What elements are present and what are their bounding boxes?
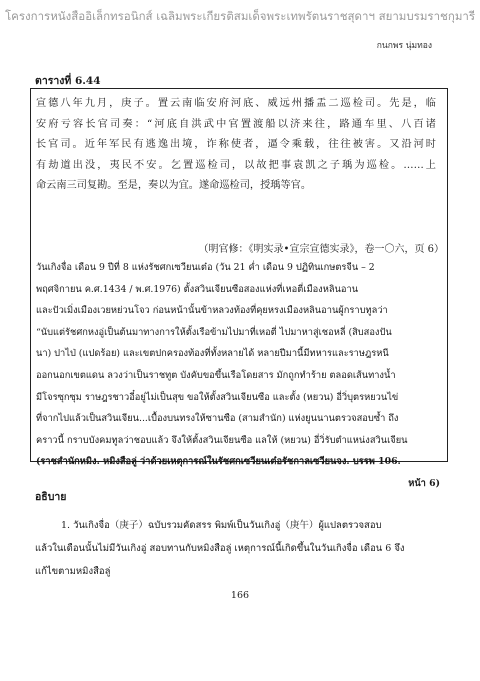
explanation-line: 1. วันเกิงจื่อ（庚子）ฉบับรวมคัดสรร พิมพ์เป็นวันเกิงอู่（庚午）ผู้แปลตรวจสอบ [61, 520, 382, 531]
chinese-line: 命云南三司复勘。至是，奏以为宜。遂命巡检司，授瑀等官。 [36, 180, 312, 191]
explanation-body [35, 514, 445, 583]
thai-line: นา) ปาไป่ (แปดร้อย) และเขตปกครองท้องที่ทั้งหลายได้ หลายปีมานี้มีทหารและราษฎรหนี [36, 348, 389, 360]
thai-reference: (ราชสำนักหมิง. หมิงสือลู่ ว่าด้วยเหตุการณ์ในรัชศกเซวียนเต๋อรัชกาลเซวียนจง. บรรพ 106. [36, 456, 401, 468]
author-name: กนกพร นุ่มทอง [376, 41, 432, 51]
chinese-line: 安府亏容长官司奏：“河底自洪武中官置渡船以济来往，路通车里、八百诸 [36, 118, 436, 130]
chinese-source-text [36, 94, 436, 197]
thai-line: วันเกิงจื่อ เดือน 9 ปีที่ 8 แห่งรัชศกเซวียนเต๋อ (วัน 21 ค่ำ เดือน 9 ปฏิทินเกษตรจีน – 2 [36, 262, 375, 273]
explanation-line: แก้ไขตามหมิงสือลู่ [35, 566, 111, 577]
thai-reference-page: หน้า 6) [408, 477, 440, 489]
explanation-line: แล้วในเดือนนั้นไม่มีวันเกิงอู่ สอบทานกับหมิงสือลู่ เหตุการณ์นี้เกิดขึ้นในวันเกิงจื่อ เดือน 6 จึง [35, 543, 405, 554]
thai-translation [36, 257, 442, 495]
table-label: ตารางที่ 6.44 [35, 75, 101, 87]
thai-line: และปัวเมิ่งเมืองเวยหย่วนโจว ก่อนหน้านั้นข้าหลวงท้องที่คุยหรงเมืองหลินอานผู้กราบทูลว่า [36, 305, 388, 317]
thai-line: ที่จากไปแล้วเป็นสวินเจียน...เบื้องบนทรงให้ซานซือ (สามสำนัก) แห่งยูนนานตรวจสอบซ้ำ ถึง [36, 413, 399, 425]
chinese-line: 长官司。近年军民有逃逸出境，诈称使者，逼令乘载，往往被害。又沿河时 [36, 139, 436, 150]
running-header: โครงการหนังสืออิเล็กทรอนิกส์ เฉลิมพระเกียรติสมเด็จพระเทพรัตนราชสุดาฯ สยามบรมราชกุมารี [4, 9, 476, 23]
page-number: 166 [230, 590, 250, 601]
thai-line: มีโจรซุกซุม ราษฎรชาวอี๋อยู่ไม่เป็นสุข ขอให้ตั้งสวินเจียนซือ และตั้ง (หยวน) อี่วิ่บุตรหยวนไข่ [36, 391, 399, 403]
thai-line: คราวนี้ กราบบังคมทูลว่าชอบแล้ว จึงให้ตั้งสวินเจียนซือ แลให้ (หยวน) อี่วิ่รับตำแหน่งสวินเจียน [36, 434, 408, 446]
thai-line: พฤศจิกายน ค.ศ.1434 / พ.ศ.1976) ตั้งสวินเจียนซือสองแห่งที่เหอตี่เมืองหลินอาน [36, 283, 359, 295]
chinese-line: 有劫道出没，夷民不安。乞置巡检司，以故把事袁凯之子瑀为巡检。……上 [36, 159, 436, 171]
chinese-citation: （明官修：《明实录•宣宗宣德实录》，卷一〇六，页 6） [198, 244, 444, 255]
chinese-line: 宣德八年九月，庚子。置云南临安府河底、威远州播盂二巡检司。先是，临 [36, 98, 436, 109]
thai-line: “นับแต่รัชศกหงอู่เป็นต้นมาทางการให้ตั้งเรือข้ามไปมาที่เหอตี่ ไปมาหาสู่เชอหลี่ (สิบสองปัน [36, 326, 392, 338]
explanation-heading: อธิบาย [35, 491, 67, 503]
thai-line: ออกนอกเขตแดน ลวงว่าเป็นราชทูต บังคับขอขึ้นเรือโดยสาร มักถูกทำร้าย ตลอดเส้นทางน้ำ [36, 369, 396, 381]
